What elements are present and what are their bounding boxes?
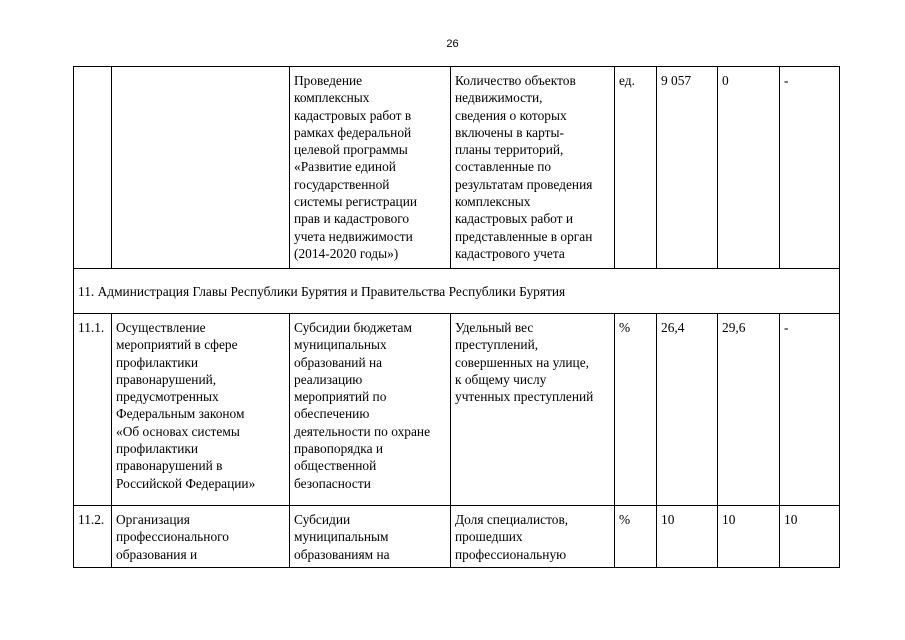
indicator-cell: Доля специалистов, прошедших профессиональную — [451, 506, 615, 568]
measure-cell: Субсидии муниципальным образованиям на — [290, 506, 451, 568]
row-number-cell: 11.1. — [74, 314, 112, 506]
value-cell-2: 10 — [718, 506, 780, 568]
value-cell-2: 29,6 — [718, 314, 780, 506]
value-cell-2: 0 — [718, 67, 780, 269]
table-row — [74, 67, 840, 269]
value-cell-1: 10 — [657, 506, 718, 568]
unit-cell: ед. — [615, 67, 657, 269]
activity-name-cell — [112, 67, 290, 269]
indicator-cell: Удельный вес преступлений, совершенных на улице, к общему числу учтенных преступлений — [451, 314, 615, 506]
section-heading: 11. Администрация Главы Республики Бурятия и Правительства Республики Бурятия — [74, 269, 840, 314]
unit-cell: % — [615, 506, 657, 568]
activity-name-cell: Осуществление мероприятий в сфере профилактики правонарушений, предусмотренных Федеральным законом «Об основах системы профилактики правонарушений в Российской Федерации» — [112, 314, 290, 506]
row-number-cell: 11.2. — [74, 506, 112, 568]
table-row — [74, 314, 840, 506]
table-row — [74, 506, 840, 568]
activity-name-cell: Организация профессионального образования и — [112, 506, 290, 568]
value-cell-3: 10 — [780, 506, 840, 568]
page-number: 26 — [446, 38, 459, 50]
measure-cell: Субсидии бюджетам муниципальных образований на реализацию мероприятий по обеспечению деятельности по охране правопорядка и общественной безопасности — [290, 314, 451, 506]
measure-cell: Проведение комплексных кадастровых работ в рамках федеральной целевой программы «Развитие единой государственной системы регистрации прав и кадастрового учета недвижимости (2014-2020 годы») — [290, 67, 451, 269]
row-number-cell — [74, 67, 112, 269]
unit-cell: % — [615, 314, 657, 506]
program-table — [73, 66, 840, 568]
value-cell-1: 9 057 — [657, 67, 718, 269]
indicator-cell: Количество объектов недвижимости, сведения о которых включены в карты- планы территорий, составленные по результатам проведения комплексных кадастровых работ и представленные в орган кадастрового учета — [451, 67, 615, 269]
value-cell-1: 26,4 — [657, 314, 718, 506]
section-row — [74, 269, 840, 314]
value-cell-3: - — [780, 67, 840, 269]
value-cell-3: - — [780, 314, 840, 506]
